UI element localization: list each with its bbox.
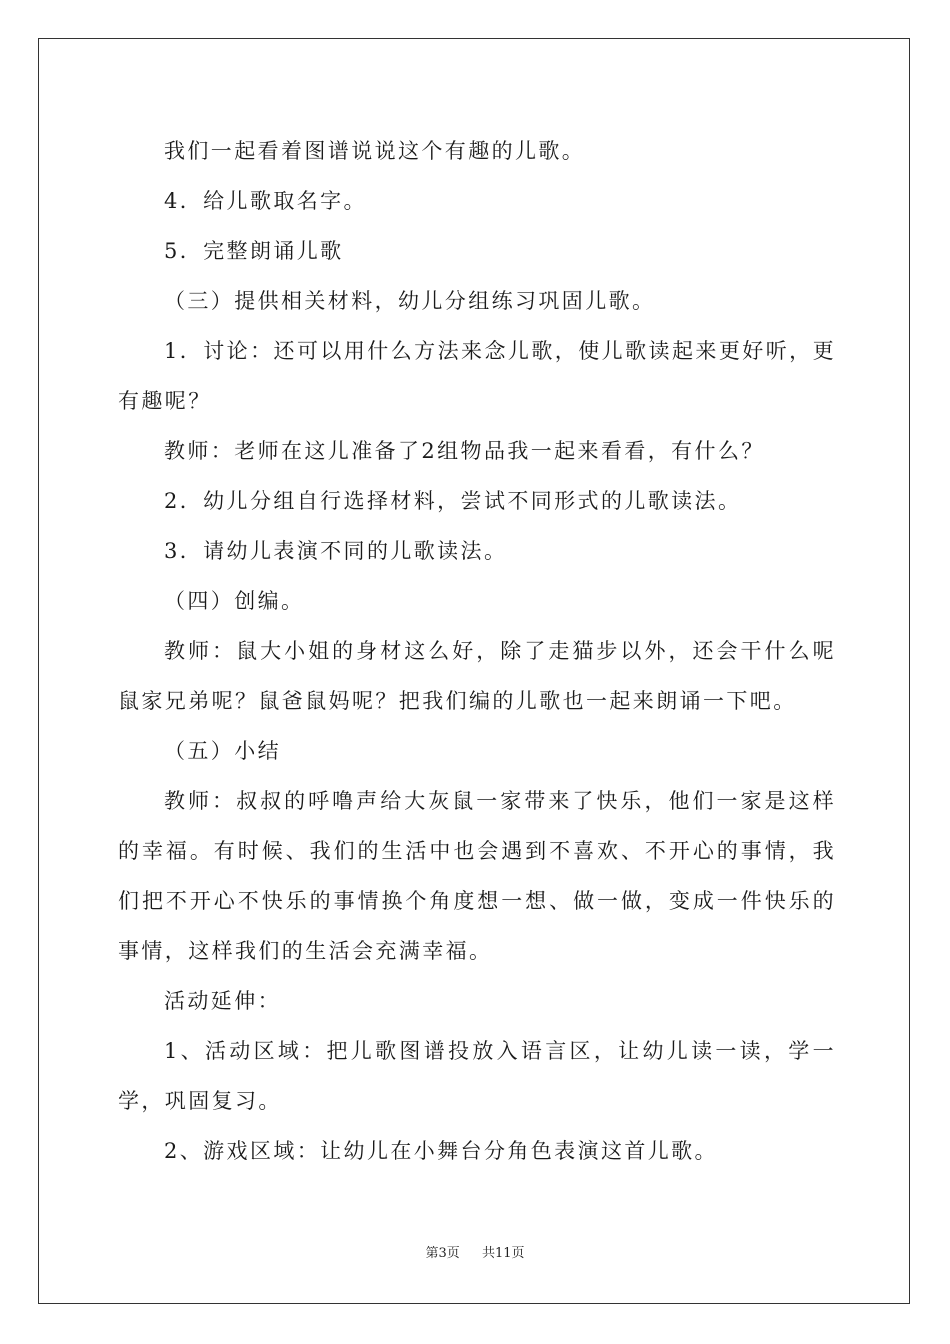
- paragraph: （四）创编。: [164, 589, 305, 613]
- paragraph: 2、游戏区域：让幼儿在小舞台分角色表演这首儿歌。: [164, 1139, 718, 1163]
- paragraph: 1．讨论：还可以用什么方法来念儿歌，使儿歌读起来更好听，更有趣呢？: [118, 339, 836, 413]
- paragraph: 教师：老师在这儿准备了2组物品我一起来看看，有什么？: [164, 439, 765, 463]
- page-footer: [0, 1245, 950, 1263]
- paragraph: 我们一起看着图谱说说这个有趣的儿歌。: [164, 139, 586, 163]
- paragraph: 2．幼儿分组自行选择材料，尝试不同形式的儿歌读法。: [164, 489, 742, 513]
- paragraph: （三）提供相关材料，幼儿分组练习巩固儿歌。: [164, 289, 656, 313]
- paragraph: 教师：叔叔的呼噜声给大灰鼠一家带来了快乐，他们一家是这样的幸福。有时候、我们的生活中也会遇到不喜欢、不开心的事情，我们把不开心不快乐的事情换个角度想一想、做一做，变成一件快乐的事情，这样我们的生活会充满幸福。: [118, 789, 836, 963]
- paragraph: 教师：鼠大小姐的身材这么好，除了走猫步以外，还会干什么呢鼠家兄弟呢？鼠爸鼠妈呢？把我们编的儿歌也一起来朗诵一下吧。: [118, 639, 836, 713]
- paragraph: 3．请幼儿表演不同的儿歌读法。: [164, 539, 508, 563]
- paragraph: 活动延伸：: [164, 989, 281, 1013]
- document-body: [118, 126, 836, 1176]
- total-pages-label: 共11页: [482, 1246, 525, 1261]
- paragraph: 1、活动区域：把儿歌图谱投放入语言区，让幼儿读一读，学一学，巩固复习。: [118, 1039, 836, 1113]
- current-page-label: 第3页: [425, 1246, 460, 1261]
- paragraph: （五）小结: [164, 739, 281, 763]
- paragraph: 5．完整朗诵儿歌: [164, 239, 344, 263]
- paragraph: 4．给儿歌取名字。: [164, 189, 367, 213]
